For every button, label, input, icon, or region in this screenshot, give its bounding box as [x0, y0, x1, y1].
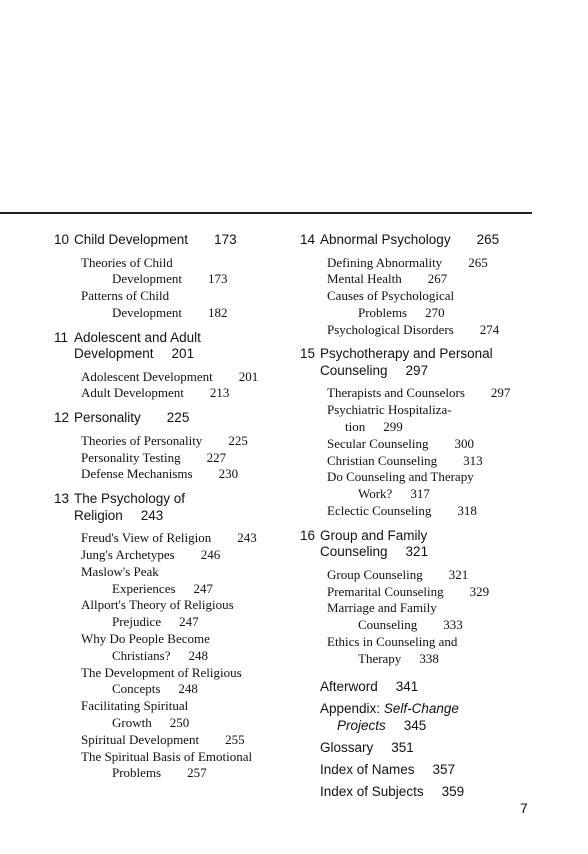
- glossary-entry[interactable]: [300, 739, 540, 756]
- page-ref: 318: [457, 503, 477, 519]
- section-title: Do Counseling and Therapy: [327, 469, 474, 485]
- section-title: Therapy: [358, 650, 402, 666]
- page-ref: 201: [171, 346, 195, 362]
- page-ref: 247: [179, 614, 199, 630]
- section-title: Personality Testing: [81, 449, 181, 465]
- section-title: The Spiritual Basis of Emotional: [81, 748, 253, 764]
- section-entry[interactable]: [300, 436, 540, 453]
- section-title: Christian Counseling: [327, 452, 438, 468]
- page-ref: 243: [237, 530, 257, 546]
- section-entry[interactable]: [54, 597, 294, 631]
- chapter-title: Adolescent and Adult: [74, 329, 201, 345]
- page-ref: 247: [193, 580, 214, 596]
- page-ref: 243: [140, 507, 164, 523]
- chapter-number: 11: [54, 329, 69, 345]
- section-title: Psychiatric Hospitaliza-: [327, 402, 452, 418]
- page-ref: 213: [209, 385, 230, 401]
- page-ref: 173: [208, 271, 228, 287]
- section-entry[interactable]: [54, 732, 294, 749]
- section-title: Development: [112, 271, 183, 287]
- section-entry[interactable]: [300, 402, 540, 436]
- chapter-number: 14: [300, 232, 316, 247]
- page-ref: 267: [427, 271, 448, 287]
- page-ref: 248: [188, 647, 208, 663]
- page-ref: 357: [432, 761, 456, 777]
- section-entry[interactable]: [300, 271, 540, 288]
- page-ref: 321: [405, 544, 429, 560]
- section-title: Therapists and Counselors: [327, 385, 465, 401]
- section-title: Jung's Archetypes: [81, 546, 175, 562]
- page-ref: 300: [454, 435, 474, 451]
- section-entry[interactable]: [54, 749, 294, 783]
- section-entry[interactable]: [54, 255, 294, 289]
- chapter-title: Abnormal Psychology: [320, 232, 451, 247]
- section-entry[interactable]: [54, 433, 294, 450]
- page-ref: 321: [448, 566, 469, 582]
- chapter-12[interactable]: [54, 410, 294, 427]
- section-title: Facilitating Spiritual: [81, 698, 189, 714]
- section-entry[interactable]: [300, 322, 540, 339]
- back-matter-title: Glossary: [320, 739, 374, 755]
- section-title: Theories of Personality: [81, 432, 203, 448]
- section-title: Prejudice: [112, 614, 162, 630]
- section-title: Patterns of Child: [81, 288, 170, 304]
- chapter-11[interactable]: [54, 330, 294, 363]
- section-title: Maslow's Peak: [81, 563, 159, 579]
- chapter-title: Group and Family: [320, 527, 428, 543]
- section-entry[interactable]: [54, 466, 294, 483]
- chapter-10[interactable]: [54, 232, 294, 249]
- appendix-entry[interactable]: [300, 700, 540, 734]
- toc-right-column: [300, 232, 540, 800]
- chapter-title: Child Development: [74, 232, 189, 247]
- chapter-number: 16: [300, 527, 316, 543]
- chapter-title: Development: [74, 346, 154, 362]
- page-ref: 182: [208, 304, 228, 320]
- page-ref: 341: [395, 678, 419, 694]
- page-ref: 201: [238, 368, 259, 384]
- section-title: Spiritual Development: [81, 731, 200, 747]
- section-entry[interactable]: [54, 385, 294, 402]
- page-ref: 257: [187, 765, 207, 781]
- chapter-number: 10: [54, 232, 70, 247]
- back-matter-title: Index of Subjects: [320, 783, 424, 799]
- chapter-title: Religion: [74, 507, 123, 523]
- section-title: Adolescent Development: [81, 368, 213, 384]
- section-entry[interactable]: [54, 530, 294, 547]
- chapter-14[interactable]: [300, 232, 540, 249]
- page-ref: 299: [383, 419, 403, 435]
- chapter-16[interactable]: [300, 528, 540, 561]
- page-ref: 248: [178, 681, 198, 697]
- section-title: Causes of Psychological: [327, 288, 455, 304]
- chapter-title: Personality: [74, 410, 141, 426]
- section-entry[interactable]: [300, 288, 540, 322]
- chapter-title: The Psychology of: [74, 491, 186, 507]
- page-ref: 351: [391, 739, 414, 755]
- section-entry[interactable]: [54, 665, 294, 699]
- section-entry[interactable]: [300, 453, 540, 470]
- page-ref: 359: [441, 783, 465, 799]
- section-title: Allport's Theory of Religious: [81, 597, 234, 613]
- page-ref: 225: [166, 410, 190, 426]
- page-ref: 230: [218, 466, 239, 482]
- section-title: Group Counseling: [327, 566, 423, 582]
- section-title: Marriage and Family: [327, 600, 437, 616]
- chapter-number: 15: [300, 346, 316, 362]
- section-title: Defense Mechanisms: [81, 466, 193, 482]
- page-ref: 270: [425, 304, 445, 320]
- page-ref: 246: [200, 546, 221, 562]
- page-ref: 173: [214, 232, 237, 247]
- section-title: Theories of Child: [81, 254, 173, 270]
- section-entry[interactable]: [54, 564, 294, 598]
- section-title: Counseling: [358, 617, 418, 633]
- chapter-15[interactable]: [300, 346, 540, 379]
- back-matter-title: Appendix:: [320, 700, 381, 716]
- section-entry[interactable]: [300, 634, 540, 668]
- section-title: Psychological Disorders: [327, 321, 454, 337]
- section-entry[interactable]: [300, 469, 540, 503]
- section-title: Eclectic Counseling: [327, 503, 432, 519]
- section-entry[interactable]: [300, 385, 540, 402]
- page-ref: 317: [410, 486, 430, 502]
- page-ref: 255: [225, 731, 245, 747]
- section-entry[interactable]: [54, 547, 294, 564]
- section-entry[interactable]: [54, 369, 294, 386]
- section-entry[interactable]: [300, 600, 540, 634]
- section-title: tion: [345, 419, 366, 435]
- section-title: Experiences: [112, 580, 176, 596]
- page-ref: 333: [443, 617, 463, 633]
- page-ref: 250: [169, 714, 190, 730]
- section-title: The Development of Religious: [81, 664, 242, 680]
- page-ref: 227: [206, 449, 227, 465]
- page-ref: 265: [468, 254, 488, 270]
- page-ref: 329: [469, 583, 490, 599]
- section-title: Mental Health: [327, 271, 402, 287]
- page-ref: 338: [419, 650, 439, 666]
- section-title: Defining Abnormality: [327, 254, 443, 270]
- chapter-title: Counseling: [320, 544, 388, 560]
- section-title: Why Do People Become: [81, 630, 210, 646]
- back-matter-title: Afterword: [320, 678, 378, 694]
- page-ref: 225: [228, 432, 248, 448]
- header-rule: [0, 212, 532, 214]
- page-ref: 313: [463, 452, 483, 468]
- section-title: Work?: [358, 486, 393, 502]
- section-entry[interactable]: [54, 631, 294, 665]
- chapter-number: 12: [54, 410, 70, 426]
- page-ref: 297: [405, 362, 429, 378]
- page-number: 7: [520, 800, 528, 816]
- section-title: Adult Development: [81, 385, 184, 401]
- back-matter-title: Projects: [337, 717, 386, 733]
- section-entry[interactable]: [300, 567, 540, 584]
- afterword-entry[interactable]: [300, 678, 540, 695]
- section-title: Ethics in Counseling and: [327, 634, 458, 650]
- back-matter-title: Index of Names: [320, 761, 415, 777]
- index-of-names-entry[interactable]: [300, 761, 540, 778]
- back-matter-title: Self-Change: [383, 700, 459, 716]
- section-title: Growth: [112, 714, 152, 730]
- section-entry[interactable]: [54, 450, 294, 467]
- section-entry[interactable]: [300, 503, 540, 520]
- page-ref: 274: [479, 321, 500, 337]
- section-entry[interactable]: [54, 288, 294, 322]
- section-entry[interactable]: [300, 584, 540, 601]
- section-entry[interactable]: [300, 255, 540, 272]
- chapter-title: Counseling: [320, 362, 388, 378]
- index-of-subjects-entry[interactable]: [300, 783, 540, 800]
- section-title: Christians?: [112, 647, 171, 663]
- section-title: Secular Counseling: [327, 435, 429, 451]
- section-title: Freud's View of Religion: [81, 530, 212, 546]
- section-title: Concepts: [112, 681, 161, 697]
- chapter-13[interactable]: [54, 491, 294, 524]
- page-ref: 297: [490, 385, 511, 401]
- chapter-title: Psychotherapy and Personal: [320, 346, 493, 362]
- section-title: Problems: [358, 304, 408, 320]
- chapter-number: 13: [54, 491, 70, 507]
- section-title: Premarital Counseling: [327, 583, 444, 599]
- toc-left-column: [54, 232, 294, 782]
- section-title: Problems: [112, 765, 162, 781]
- page-ref: 265: [476, 232, 500, 247]
- section-entry[interactable]: [54, 698, 294, 732]
- page-ref: 345: [403, 717, 427, 733]
- section-title: Development: [112, 304, 183, 320]
